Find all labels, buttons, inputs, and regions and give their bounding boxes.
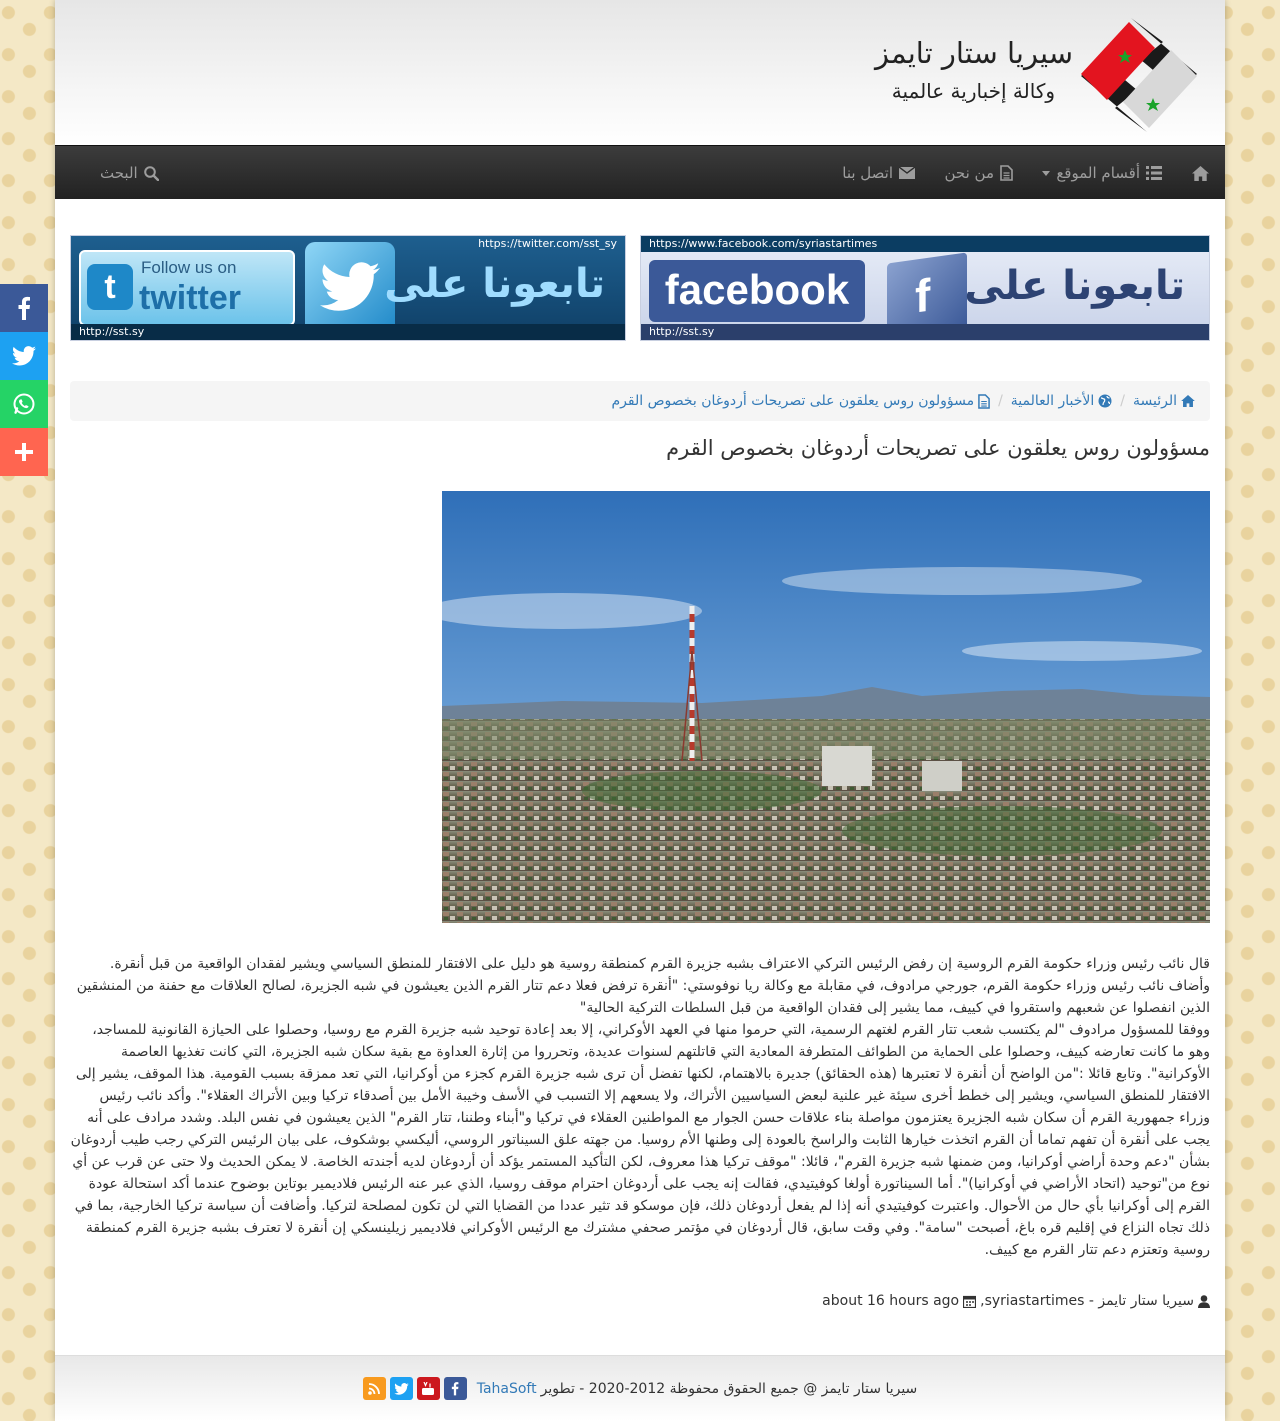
facebook-f-icon: f <box>915 268 931 323</box>
whatsapp-icon <box>12 392 36 416</box>
twitter-banner-wordmark: twitter <box>139 279 241 317</box>
site-footer <box>55 1355 1225 1421</box>
nav-sections-label: أقسام الموقع <box>1056 164 1140 182</box>
breadcrumb-current <box>611 393 990 409</box>
article-paragraph: ووفقا للمسؤول مرادوف "لم يكتسب شعب تتار القرم لغتهم الرسمية، التي حرموا منها في العهد الأوكراني، إلا بعد إعادة توحيد شبه جزيرة القرم مع روسيا، وحصلوا على الحيازة القانونية للمساجد، وهو ما كانت تعارضه كييف، وحصلوا على الحماية من الطوائف المتطرفة المعادية التي قاتلتهم لسنوات عديدة، وتحرروا من إثارة العداوة مع بقية سكان شبه الجزيرة، التي كانت تغذيها العاصمة الأوكرانية". وتابع قائلا :"من الواضح أن أنقرة لا تعتبرها (هذه الحقائق) جديرة بالاهتمام، لكنها تفضل أن ترى شبه جزيرة القرم كجزء من أوكرانيا، التي تعد ممزقة بسبب القومية. هذا الموقف، يشير إلى الافتقار للمنطق السياسي، ويشير إلى خطط أخرى سيئة غير علنية لبعض السياسيين الأتراك، ولا يسعهم إلا التسبب في الأسف وخيبة الأمل بين أصدقاء تركيا وبين الأتراك العقلاء". وأكد نائب رئيس وزراء جمهورية القرم أن سكان شبه الجزيرة يعتزمون مواصلة بناء علاقات حسن الجوار مع المواطنين العقلاء في تركيا و"أبناء وطننا، تتار القرم" الذين يعيشون في نفس البلد. وشدد مرادف على أنه يجب على أنقرة أن تفهم تماما أن القرم اتخذت خيارها الثابت والراسخ بالعودة إلى وطنها الأم روسيا. من جهته علق السيناتور الروسي، أليكسي بوشكوف، على بيان الرئيس التركي رجب طيب أردوغان بشأن "دعم وحدة أراضي أوكرانيا، ومن ضمنها شبه جزيرة القرم"، قائلا: "موقف تركيا هذا معروف، لكن التأكيد المستمر يؤكد أن أردوغان لديه أجندته الخاصة. لا يمكن الحديث ولا حتى عن قرب عن أي نوع من"توحيد (اتحاد الأراضي في أوكرانيا)". أما السيناتورة أولغا كوفيتيدي، فقالت إنه يجب على أردوغان احترام موقف روسيا، الذي عبر عنه الرئيس فلاديمير بوتاين بوضوح عندما أكد استحالة عودة القرم إلى أوكرانيا بأي حال من الأحوال. واعتبرت كوفيتيدي أنه إذا لم يفعل أردوغان ذلك، فإن موسكو قد تثير عددا من القضايا التي لن تكون لمصلحة لتركيا. وأضافت أن سياسة تركيا الخارجية، بما في ذلك تجاه النزاع في إقليم قره باغ، أصبحت "سامة". وفي وقت سابق، قال أردوغان في مؤتمر صحفي مشترك مع الرئيس الأوكراني فلاديمير زيلينسكي إن أنقرة لا تعترف بشبه جزيرة القرم كمنطقة روسية وتعتزم دعم تتار القرم مع كييف. <box>70 1022 1210 1258</box>
breadcrumb <box>70 381 1210 421</box>
site-header <box>55 0 1225 145</box>
youtube-icon <box>421 1382 435 1396</box>
caret-down-icon <box>1042 171 1050 176</box>
nav-about-label: من نحن <box>944 164 994 182</box>
envelope-icon <box>899 167 915 179</box>
facebook-banner-heading: تابعونا على <box>964 263 1185 309</box>
footer-facebook-button[interactable] <box>444 1377 467 1400</box>
home-icon <box>1181 395 1195 407</box>
article-time: about 16 hours ago <box>822 1293 960 1309</box>
facebook-icon <box>17 296 31 320</box>
twitter-icon <box>12 346 36 366</box>
calendar-icon <box>963 1295 976 1308</box>
page-container <box>55 0 1225 1421</box>
article-image <box>442 491 1210 923</box>
facebook-icon <box>451 1381 459 1396</box>
breadcrumb-home-label: الرئيسة <box>1133 393 1177 409</box>
twitter-follow-box <box>79 250 295 326</box>
article-meta <box>822 1293 1210 1309</box>
nav-search[interactable] <box>100 146 159 200</box>
twitter-banner-heading: تابعونا على <box>384 261 605 307</box>
breadcrumb-home[interactable] <box>1133 393 1195 409</box>
article-paragraph: قال نائب رئيس وزراء حكومة القرم الروسية إن رفض الرئيس التركي الاعتراف بشبه جزيرة القرم كمنطقة روسية هو دليل على الافتقار للمنطق السياسي ويشير لفقدان الواقعية من قبل أنقرة. <box>109 956 1210 972</box>
twitter-banner-site: http://sst.sy <box>71 324 625 340</box>
facebook-banner-wordmark: facebook <box>649 260 865 322</box>
globe-icon <box>1098 394 1112 408</box>
file-text-icon <box>1000 165 1013 181</box>
breadcrumb-current-label: مسؤولون روس يعلقون على تصريحات أردوغان بخصوص القرم <box>611 393 975 409</box>
twitter-t-icon: t <box>87 264 133 310</box>
plus-icon <box>15 443 33 461</box>
search-icon <box>144 166 159 181</box>
twitter-banner-url: https://twitter.com/sst_sy <box>478 237 617 250</box>
user-icon <box>1198 1295 1210 1308</box>
twitter-icon <box>394 1383 409 1395</box>
nav-contact-label: اتصل بنا <box>842 164 893 182</box>
breadcrumb-separator: / <box>998 393 1003 409</box>
facebook-banner-site: http://sst.sy <box>641 324 1209 340</box>
nav-sections-dropdown[interactable] <box>1042 146 1162 200</box>
footer-copyright: سيريا ستار تايمز @ جميع الحقوق محفوظة 2012-2020 - تطوير <box>540 1380 918 1397</box>
main-navbar <box>55 145 1225 199</box>
footer-developer-link[interactable]: TahaSoft <box>476 1380 537 1397</box>
list-icon <box>1146 166 1162 180</box>
share-facebook-button[interactable] <box>0 284 48 332</box>
file-text-icon <box>978 394 990 409</box>
article-body <box>70 953 1210 1261</box>
nav-home[interactable] <box>1192 146 1209 200</box>
rss-icon <box>368 1382 381 1395</box>
twitter-bird-icon <box>320 262 380 312</box>
twitter-follow-label: Follow us on <box>141 258 237 277</box>
nav-contact[interactable] <box>842 146 915 200</box>
article-paragraph: وأضاف نائب رئيس وزراء حكومة القرم، جورجي مرادوف، في مقابلة مع وكالة ريا نوفوستي: "أنقرة ترفض فعلا دعم تتار القرم الذين يعيشون في شبه الجزيرة، لصالح العلاقات مع حفنة من المنشقين الذين انفصلوا عن شعبهم واستقروا في كييف، مما يشير إلى فقدان الواقعية من قبل السلطات التركية الحالية" <box>76 978 1210 1016</box>
breadcrumb-category-label: الأخبار العالمية <box>1010 393 1095 409</box>
nav-about[interactable] <box>945 146 1014 200</box>
site-title[interactable]: سيريا ستار تايمز <box>874 36 1073 70</box>
nav-search-label: البحث <box>100 164 138 182</box>
site-logo[interactable] <box>1081 16 1197 134</box>
twitter-bird-tile <box>305 242 395 334</box>
site-subtitle: وكالة إخبارية عالمية <box>891 79 1055 103</box>
share-twitter-button[interactable] <box>0 332 48 380</box>
article-author: سيريا ستار تايمز - syriastartimes, <box>980 1293 1194 1309</box>
twitter-banner[interactable] <box>70 235 626 341</box>
footer-twitter-button[interactable] <box>390 1377 413 1400</box>
footer-youtube-button[interactable] <box>417 1377 440 1400</box>
footer-rss-button[interactable] <box>363 1377 386 1400</box>
breadcrumb-separator: / <box>1120 393 1125 409</box>
facebook-banner[interactable] <box>640 235 1210 341</box>
facebook-banner-url: https://www.facebook.com/syriastartimes <box>641 236 1209 252</box>
share-whatsapp-button[interactable] <box>0 380 48 428</box>
breadcrumb-category[interactable] <box>1011 393 1113 409</box>
home-icon <box>1192 166 1209 181</box>
article-title: مسؤولون روس يعلقون على تصريحات أردوغان بخصوص القرم <box>666 436 1210 460</box>
share-more-button[interactable] <box>0 428 48 476</box>
